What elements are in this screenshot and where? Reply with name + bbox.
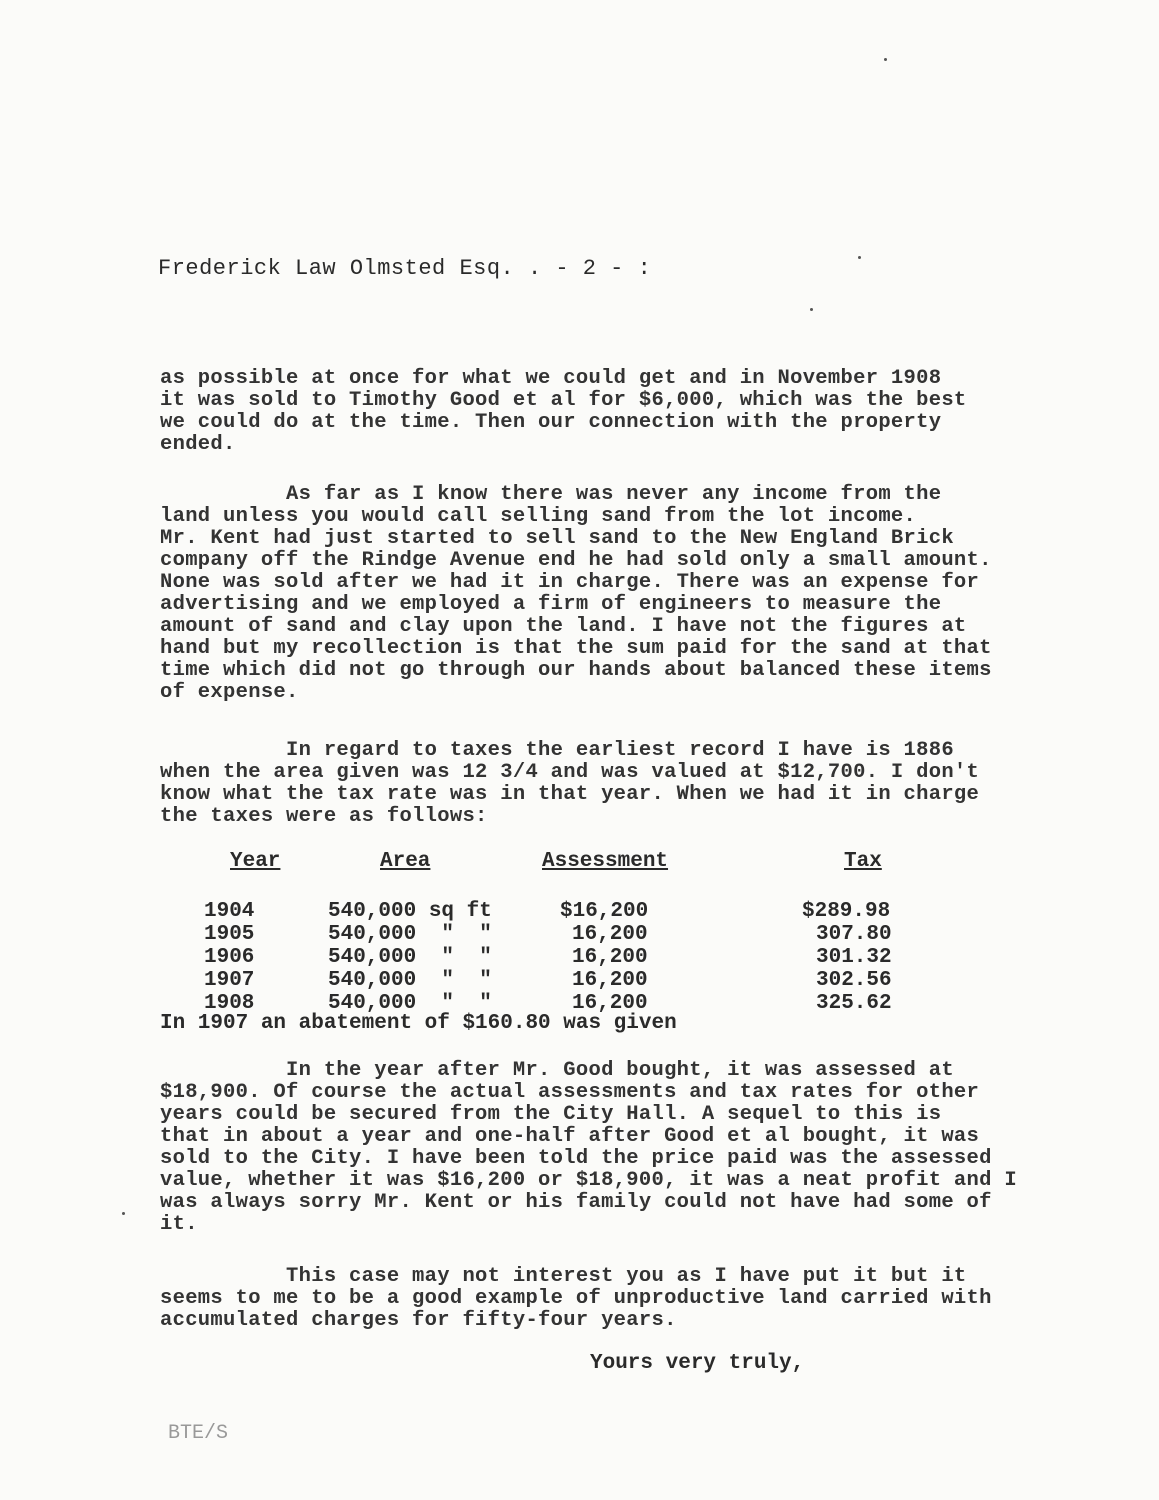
table-row [200, 923, 960, 947]
cell-year: 1904 [204, 900, 255, 923]
table-row [200, 946, 960, 970]
cell-area: 540,000 " " [328, 992, 492, 1015]
cell-tax: $289.98 [802, 900, 891, 923]
cell-tax: 301.32 [816, 946, 892, 969]
paper-speck [858, 256, 861, 259]
paragraph-4: In the year after Mr. Good bought, it was assessed at $18,900. Of course the actual assessments and tax rates for other years could be secured from the City Hall. A sequel to this is that in about a year and one-half after Good et al bought, it was sold to the City. I have been told the price paid was the assessed value, whether it was $16,200 or $18,900, it was a neat profit and I was always sorry Mr. Kent or his family could not have had some of it. [160, 1059, 1017, 1236]
cell-tax: 307.80 [816, 923, 892, 946]
paper-speck [810, 308, 813, 311]
cell-area: 540,000 sq ft [328, 900, 492, 923]
cell-assessment: $16,200 [560, 900, 649, 923]
cell-tax: 302.56 [816, 969, 892, 992]
cell-year: 1908 [204, 992, 255, 1015]
cell-assessment: 16,200 [572, 969, 648, 992]
cell-area: 540,000 " " [328, 923, 492, 946]
page-header: Frederick Law Olmsted Esq. . - 2 - : [158, 256, 652, 281]
cell-year: 1905 [204, 923, 255, 946]
cell-assessment: 16,200 [572, 946, 648, 969]
cell-assessment: 16,200 [572, 923, 648, 946]
header-assessment: Assessment [542, 850, 669, 873]
closing: Yours very truly, [590, 1352, 805, 1375]
table-row [200, 969, 960, 993]
table-row [200, 900, 960, 924]
paragraph-1: as possible at once for what we could get and in November 1908 it was sold to Timothy Good et al for $6,000, which was the best we could do at the time. Then our connection with the property ended. [160, 367, 967, 456]
header-area: Area [380, 850, 431, 873]
cell-area: 540,000 " " [328, 946, 492, 969]
paragraph-2: As far as I know there was never any income from the land unless you would call selling sand from the lot income. Mr. Kent had just started to sell sand to the New England Brick company off the Rindge Avenue end he had sold only a small amount. None was sold after we had it in charge. There was an expense for advertising and we employed a firm of engineers to measure the amount of sand and clay upon the land. I have not the figures at hand but my recollection is that the sum paid for the sand at that time which did not go through our hands about balanced these items of expense. [160, 483, 992, 704]
typist-initials: BTE/S [168, 1422, 229, 1445]
paper-speck [884, 58, 887, 61]
abatement-note: In 1907 an abatement of $160.80 was given [160, 1012, 677, 1035]
paragraph-5: This case may not interest you as I have put it but it seems to me to be a good example of unproductive land carried with accumulated charges for fifty-four years. [160, 1265, 992, 1332]
header-tax: Tax [844, 850, 882, 873]
header-year: Year [230, 850, 281, 873]
cell-tax: 325.62 [816, 992, 892, 1015]
cell-year: 1907 [204, 969, 255, 992]
cell-area: 540,000 " " [328, 969, 492, 992]
paper-speck [122, 1212, 125, 1215]
cell-assessment: 16,200 [572, 992, 648, 1015]
cell-year: 1906 [204, 946, 255, 969]
paragraph-3: In regard to taxes the earliest record I have is 1886 when the area given was 12 3/4 and was valued at $12,700. I don't know what the tax rate was in that year. When we had it in charge the taxes were as follows: [160, 739, 980, 828]
